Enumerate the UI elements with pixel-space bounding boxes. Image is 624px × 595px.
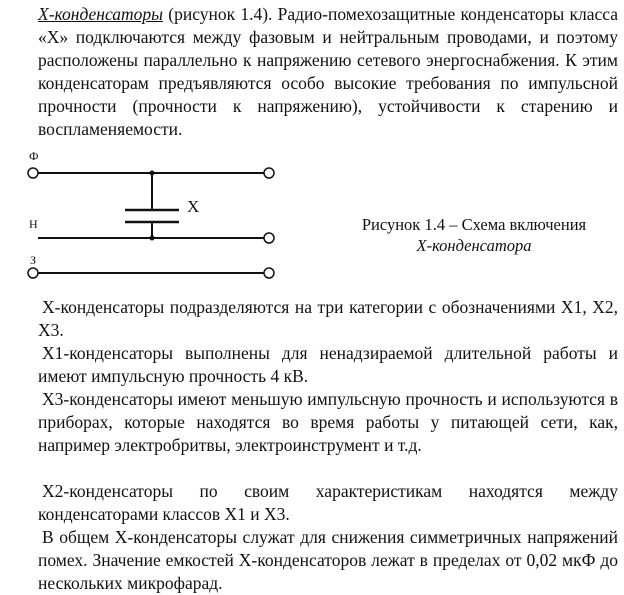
neutral-label: Н	[29, 217, 38, 231]
caption-line-2: X-конденсатора	[416, 236, 532, 255]
ground-left-terminal	[28, 268, 38, 278]
paragraph-6-text: В общем X-конденсаторы служат для снижения симметричных напряжений помех. Значение емкостей X-конденсаторов лежат в пределах от 0,02 мкФ до нескольких микрофарад.	[38, 527, 618, 593]
neutral-junction-dot	[150, 236, 155, 241]
paragraph-3-text: X1-конденсаторы выполнены для ненадзираемой длительной работы и имеют импульсную прочность 4 кВ.	[38, 343, 618, 386]
paragraph-2	[38, 296, 618, 342]
paragraph-6	[38, 526, 618, 595]
phase-left-terminal	[28, 168, 38, 178]
phase-right-terminal	[264, 168, 274, 178]
x-capacitor-schematic	[0, 140, 300, 290]
paragraph-5-text: X2-конденсаторы по своим характеристикам находятся между конденсаторами классов X1 и X3.	[38, 481, 618, 524]
phase-label: Ф	[29, 149, 39, 163]
figure-caption	[335, 214, 613, 256]
ground-right-terminal	[264, 268, 274, 278]
caption-line-1: Рисунок 1.4 – Схема включения	[361, 215, 587, 234]
paragraph-1-text: (рисунок 1.4). Радио-помехозащитные конденсаторы класса «X» подключаются между фазовым и нейтральным проводами, и поэтому расположены параллельно к напряжению сетевого энергоснабжения. К этим конденсаторам предъявляются особо высокие требования по импульсной прочности (прочности к напряжению), устойчивости к старению и воспламеняемости.	[38, 4, 618, 139]
paragraph-3	[38, 342, 618, 388]
phase-junction-dot	[150, 171, 155, 176]
ground-label: З	[30, 253, 37, 267]
capacitor-label: X	[187, 197, 200, 216]
x-capacitors-term: X-конденсаторы	[38, 4, 164, 24]
paragraph-2-text: X-конденсаторы подразделяются на три категории с обозначениями X1, X2, X3.	[38, 297, 618, 340]
paragraph-4-text: X3-конденсаторы имеют меньшую импульсную прочность и используются в приборах, которые находятся во время работы у питающей сети, как, например электробритвы, электроинструмент и т.д.	[38, 389, 618, 455]
paragraph-5	[38, 480, 618, 526]
neutral-right-terminal	[264, 233, 274, 243]
paragraph-1	[38, 3, 618, 141]
paragraph-4	[38, 388, 618, 457]
